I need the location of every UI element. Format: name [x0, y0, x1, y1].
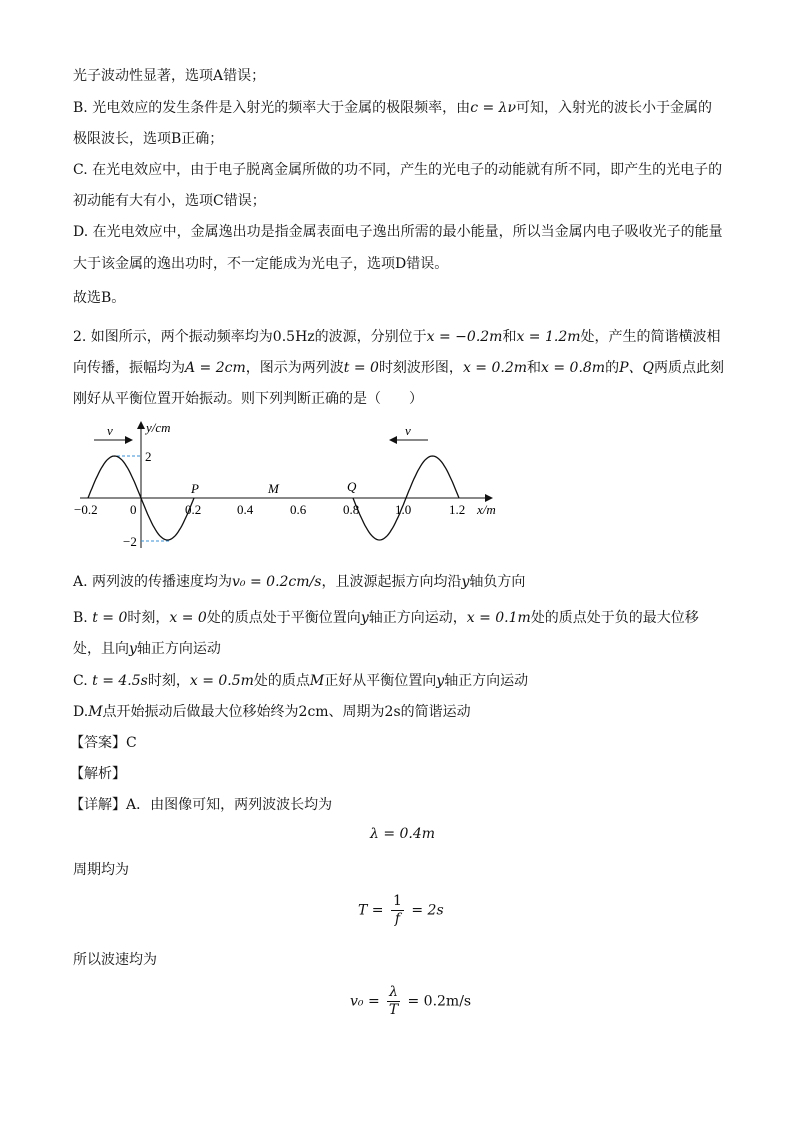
x-tick-0.2: 0.2: [185, 502, 202, 517]
x-tick-0: 0: [130, 502, 137, 517]
period-text: 周期均为: [73, 862, 129, 878]
y-tick-neg2: −2: [123, 534, 137, 549]
velocity-left-label: v: [107, 423, 113, 438]
x-tick-neg0.2: −0.2: [74, 502, 98, 517]
solution-line-4: C. 在光电效应中，由于电子脱离金属所做的功不同，产生的光电子的动能就有所不同，即产生的光电子的: [73, 162, 723, 178]
x-tick-1.0: 1.0: [395, 502, 412, 517]
y-axis-label: y/cm: [146, 420, 171, 435]
wave-figure: [72, 418, 502, 558]
solution-line-3: 极限波长，选项B正确；: [73, 131, 224, 147]
equation-period: T = $\frac{1}{f}$ = 2s: [358, 893, 444, 927]
solution-line-1: 光子波动性显著，选项A错误；: [73, 68, 266, 84]
question-line-2: 向传播，振幅均为A = 2cm，图示为两列波t = 0时刻波形图，x = 0.2m和x = 0.8m的P、Q两质点此刻: [73, 360, 724, 376]
x-tick-0.4: 0.4: [237, 502, 254, 517]
point-m: M: [268, 481, 279, 496]
analysis-label: 【解析】: [70, 766, 126, 782]
question-line-1: 2. 如图所示，两个振动频率均为0.5Hz的波源，分别位于x = −0.2m和x = 1.2m处，产生的简谐横波相: [73, 329, 721, 345]
option-b-line-2: 处，且向y轴正方向运动: [73, 641, 221, 657]
equation: c = λν: [470, 100, 517, 116]
detail-line: 【详解】A．由图像可知，两列波波长均为: [70, 797, 333, 813]
fraction: $\frac{\lambda}{T}$: [388, 984, 399, 1018]
x-tick-0.8: 0.8: [343, 502, 360, 517]
option-a: A. 两列波的传播速度均为v₀ = 0.2cm/s，且波源起振方向均沿y轴负方向: [73, 574, 526, 590]
option-b-line-1: B. t = 0时刻，x = 0处的质点处于平衡位置向y轴正方向运动，x = 0.1m处的质点处于负的最大位移: [73, 610, 699, 626]
solution-line-7: 大于该金属的逸出功时，不一定能成为光电子，选项D错误。: [73, 256, 449, 272]
x-axis-label: x/m: [477, 502, 496, 517]
answer-label: 【答案】C: [70, 735, 137, 751]
x-tick-1.2: 1.2: [449, 502, 466, 517]
x-tick-0.6: 0.6: [290, 502, 307, 517]
point-p: P: [191, 481, 199, 496]
equation-speed: v₀ = $\frac{\lambda}{T}$ = 0.2m/s: [350, 984, 472, 1018]
solution-line-2: B. 光电效应的发生条件是入射光的频率大于金属的极限频率，由c = λν可知，入射光的波长小于金属的: [73, 100, 713, 116]
option-c: C. t = 4.5s时刻，x = 0.5m处的质点M正好从平衡位置向y轴正方向运动: [73, 673, 529, 689]
solution-line-5: 初动能有大有小，选项C错误；: [73, 193, 266, 209]
point-q: Q: [347, 479, 357, 494]
solution-line-6: D. 在光电效应中，金属逸出功是指金属表面电子逸出所需的最小能量，所以当金属内电子吸收光子的能量: [73, 224, 723, 240]
solution-conclusion: 故选B。: [73, 290, 126, 306]
option-d: D.M点开始振动后做最大位移始终为2cm、周期为2s的简谐运动: [73, 704, 471, 720]
question-line-3: 刚好从平衡位置开始振动。则下列判断正确的是（ ）: [73, 391, 423, 407]
y-tick-2: 2: [145, 449, 152, 464]
equation-lambda: λ = 0.4m: [370, 826, 436, 842]
speed-text: 所以波速均为: [73, 952, 157, 968]
fraction: $\frac{1}{f}$: [392, 893, 402, 927]
velocity-right-label: v: [405, 423, 411, 438]
